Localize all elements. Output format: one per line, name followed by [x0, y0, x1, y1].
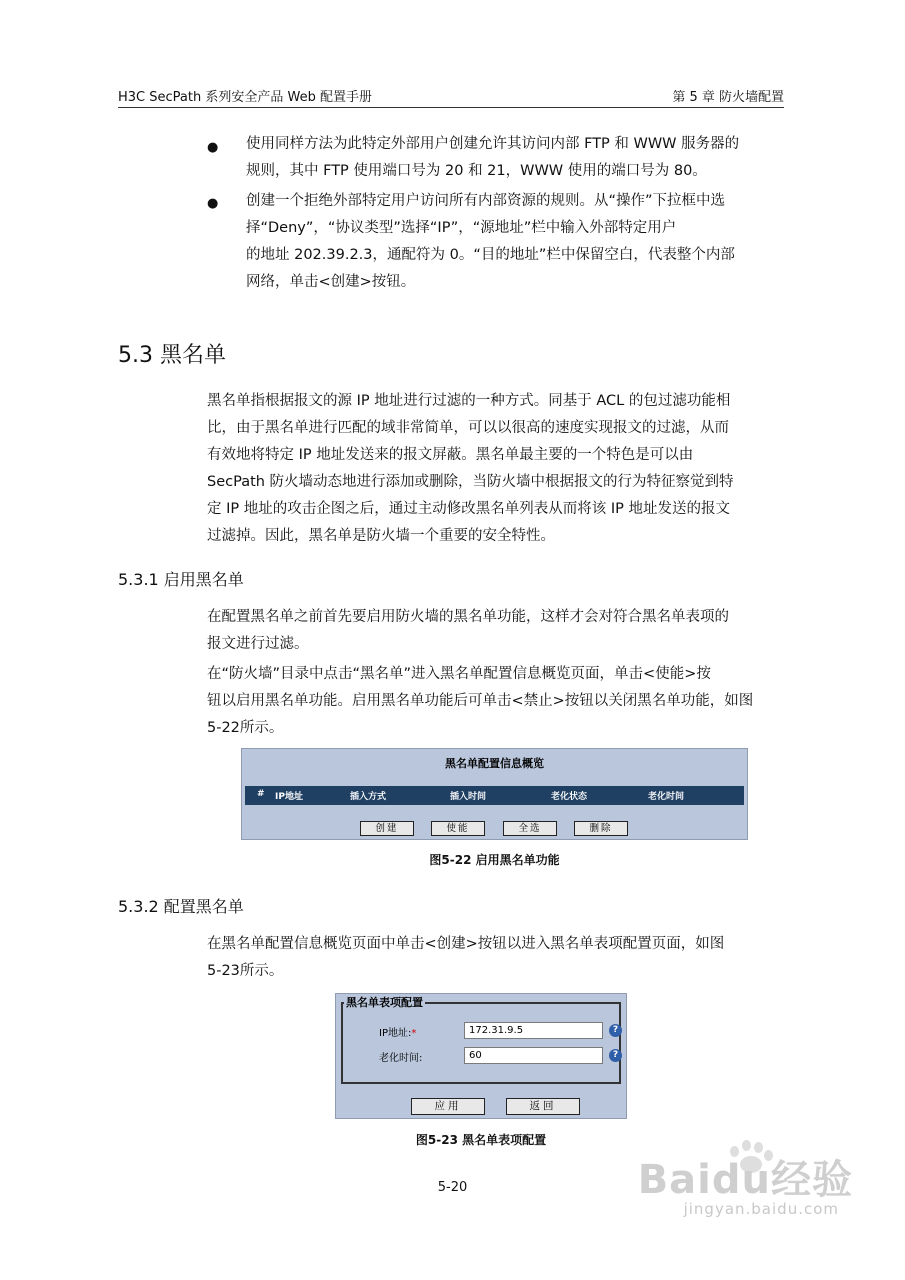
create-button[interactable]: 创建: [360, 821, 414, 836]
section-heading-5-3: 5.3 黑名单: [118, 343, 226, 368]
apply-button[interactable]: 应用: [411, 1098, 485, 1115]
page-number: 5-20: [437, 1180, 468, 1195]
bullet-item: 使用同样方法为此特定外部用户创建允许其访问内部 FTP 和 WWW 服务器的 规则，其中 FTP 使用端口号为 20 和 21，WWW 使用的端口号为 80。: [246, 136, 740, 179]
aging-time-label: 老化时间:: [379, 1053, 423, 1064]
ip-address-input[interactable]: 172.31.9.5: [464, 1022, 603, 1039]
config-fieldset: [341, 1002, 621, 1084]
fieldset-legend: 黑名单表项配置: [346, 996, 423, 1009]
help-icon[interactable]: ?: [609, 1024, 622, 1037]
required-mark: *: [411, 1028, 417, 1039]
section-5-3-1-paragraph: 在配置黑名单之前首先要启用防火墙的黑名单功能，这样才会对符合黑名单表项的 报文进行过滤。: [207, 609, 729, 652]
header-rule: [118, 107, 784, 108]
panel-title: 黑名单配置信息概览: [445, 757, 544, 770]
section-5-3-paragraph: 黑名单指根据报文的源 IP 地址进行过滤的一种方式。同基于 ACL 的包过滤功能相 比，由于黑名单进行匹配的域非常简单，可以以很高的速度实现报文的过滤，从而 有效地将特定 IP 地址发送来的报文屏蔽。黑名单最主要的一个特色是可以由 SecPath 防火墙动态地进行添加或删除，当防火墙中根据报文的行为特征察觉到特 定 IP 地址的攻击企图之后，通过主动修改黑名单列表从而将该 IP 地址发送的报文 过滤掉。因此，黑名单是防火墙一个重要的安全特性。: [207, 393, 734, 544]
figure-caption: 图5-23 黑名单表项配置: [415, 1133, 547, 1147]
bullet-item: 创建一个拒绝外部特定用户访问所有内部资源的规则。从“操作”下拉框中选 择“Deny”，“协议类型”选择“IP”，“源地址”栏中输入外部特定用户 的地址 202.39.2.3，通配符为 0。“目的地址”栏中保留空白，代表整个内部 网络，单击<创建>按钮。: [246, 193, 735, 290]
enable-button[interactable]: 使能: [431, 821, 485, 836]
section-5-3-1-paragraph: 在“防火墙”目录中点击“黑名单”进入黑名单配置信息概览页面，单击<使能>按 钮以启用黑名单功能。启用黑名单功能后可单击<禁止>按钮以关闭黑名单功能，如图 5-22所示。: [207, 666, 754, 736]
column-header: 插入方式: [350, 792, 387, 802]
table-header-row: [245, 786, 744, 805]
column-header: 老化时间: [648, 792, 685, 802]
watermark-brand: Baidu经验: [637, 1157, 853, 1203]
section-5-3-2-paragraph: 在黑名单配置信息概览页面中单击<创建>按钮以进入黑名单表项配置页面，如图 5-23所示。: [207, 936, 725, 979]
bullet-dot: ●: [207, 196, 219, 211]
figure-caption: 图5-22 启用黑名单功能: [429, 853, 560, 867]
running-header-left: H3C SecPath 系列安全产品 Web 配置手册: [118, 90, 372, 105]
aging-time-input[interactable]: 60: [464, 1047, 603, 1064]
section-heading-5-3-2: 5.3.2 配置黑名单: [118, 897, 244, 916]
column-header: IP地址: [275, 792, 303, 802]
watermark-url: jingyan.baidu.com: [683, 1200, 839, 1218]
help-icon[interactable]: ?: [609, 1049, 622, 1062]
column-header: 老化状态: [551, 792, 588, 802]
section-heading-5-3-1: 5.3.1 启用黑名单: [118, 570, 244, 589]
select-all-button[interactable]: 全选: [503, 821, 557, 836]
bullet-dot: ●: [207, 140, 219, 155]
delete-button[interactable]: 删除: [574, 821, 628, 836]
running-header-right: 第 5 章 防火墙配置: [672, 90, 784, 105]
blacklist-entry-config-panel: [335, 993, 627, 1119]
blacklist-overview-panel: [241, 748, 748, 840]
column-header: #: [257, 789, 265, 799]
back-button[interactable]: 返回: [506, 1098, 580, 1115]
ip-address-label: IP地址:*: [379, 1028, 417, 1039]
column-header: 插入时间: [450, 792, 487, 802]
